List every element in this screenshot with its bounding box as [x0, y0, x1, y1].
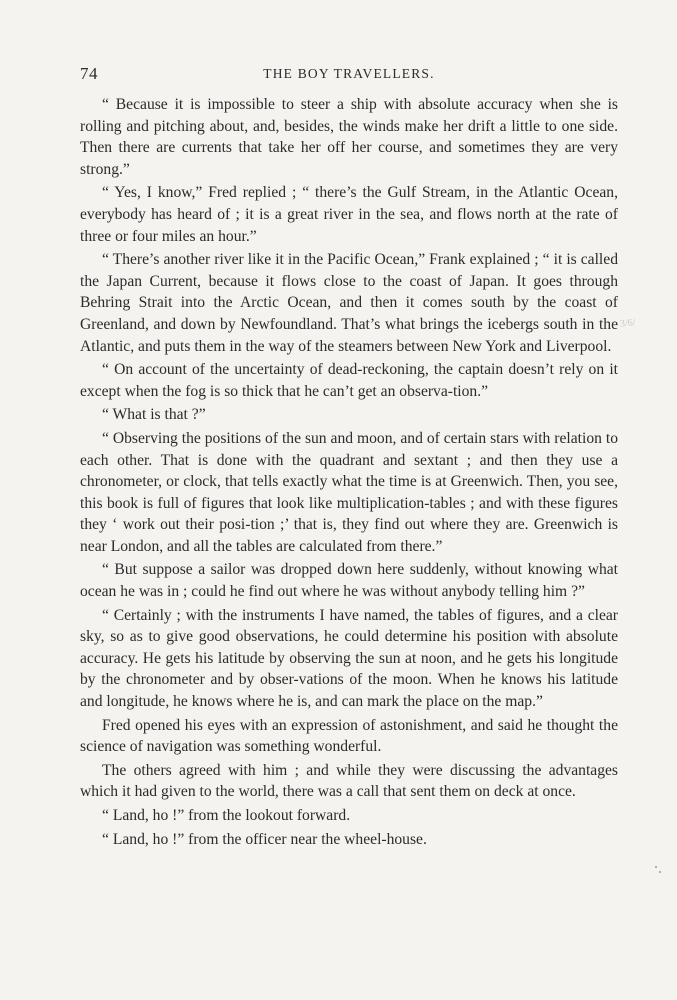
page-header — [80, 64, 618, 88]
paragraph: Fred opened his eyes with an expression of astonishment, and said he thought the science of navigation was something wonderful. — [80, 716, 618, 756]
paper-speck — [659, 871, 661, 873]
paragraph: “ Because it is impossible to steer a ship with absolute accuracy when she is rolling and pitching about, and, besides, the winds make her drift a little to one side. Then there are currents that take her off her course, and sometimes they are very strong.” — [80, 96, 618, 178]
paragraph: “ But suppose a sailor was dropped down here suddenly, without knowing what ocean he was in ; could he find out where he was without anybody telling him ?” — [80, 561, 618, 601]
paragraph: “ On account of the uncertainty of dead-reckoning, the captain doesn’t rely on it except when the fog is so thick that he can’t get an observa-tion.” — [80, 361, 618, 400]
page-number: 74 — [80, 64, 98, 83]
paragraph: “ Yes, I know,” Fred replied ; “ there’s the Gulf Stream, in the Atlantic Ocean, everybody has heard of ; it is a great river in the sea, and flows north at the rate of three or four miles an hour.” — [80, 184, 618, 245]
paper-speck — [655, 866, 657, 868]
paragraph: “ What is that ?” — [102, 406, 206, 424]
paragraph: “ Land, ho !” from the lookout forward. — [102, 807, 351, 824]
running-head: THE BOY TRAVELLERS. — [263, 66, 435, 81]
paragraph: “ Certainly ; with the instruments I have named, the tables of figures, and a clear sky, so as to give good observations, he could determine his position with absolute accuracy. He gets his latitude by observing the sun at noon, and he gets his longitude by the chronometer and by obser-vations of the moon. When he knows his latitude and longitude, he knows where he is, and can mark the place on the map.” — [80, 606, 618, 711]
pencil-margin-note: 3/6/ — [619, 317, 637, 330]
paragraph: “ Land, ho !” from the officer near the wheel-house. — [102, 830, 427, 848]
paragraph: The others agreed with him ; and while they were discussing the advantages which it had given to the world, there was a call that sent them on deck at once. — [80, 761, 618, 801]
body-text — [80, 94, 618, 852]
paragraph: “ There’s another river like it in the Pacific Ocean,” Frank explained ; “ it is called the Japan Current, because it flows close to the coast of Japan. It goes through Behring Strait into the Arctic Ocean, and then it comes south by the coast of Greenland, and down by Newfoundland. That’s what brings the icebergs south in the Atlantic, and puts them in the way of the steamers between New York and Liverpool. — [80, 251, 618, 355]
paragraph: “ Observing the positions of the sun and moon, and of certain stars with relation to each other. That is done with the quadrant and sextant ; and then they use a chronometer, or clock, that tells exactly what the time is at Greenwich. Then, you see, this book is full of figures that look like multiplication-tables ; and with these figures they ‘ work out their posi-tion ;’ that is, they find out where they are. Greenwich is near London, and all the tables are calculated from there.” — [80, 429, 618, 555]
